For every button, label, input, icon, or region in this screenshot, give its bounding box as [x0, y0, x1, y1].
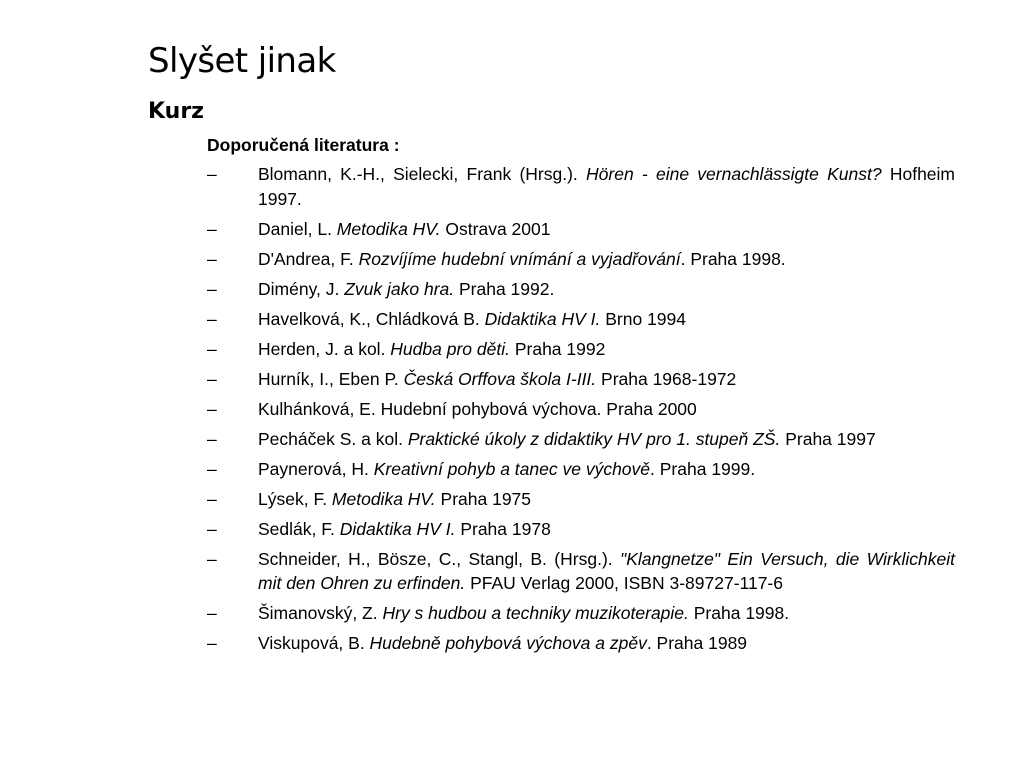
dash-bullet: – — [207, 164, 217, 184]
entry-text: Lýsek, F. — [258, 488, 332, 509]
entry-book-title: Hören - eine vernachlässigte Kunst? — [586, 164, 882, 184]
entry-text: Paynerová, H. — [258, 458, 374, 479]
literature-entry — [207, 217, 955, 242]
entry-book-title: Kreativní pohyb a tanec ve výchově — [373, 458, 651, 479]
literature-entry — [207, 277, 955, 302]
entry-text: Kulhánková, E. Hudební pohybová výchova. Praha 2000 — [258, 398, 697, 419]
entry-text: Viskupová, B. — [258, 633, 370, 653]
entry-book-title: Metodika HV. — [336, 218, 441, 239]
slide-title: Slyšet jinak — [148, 41, 336, 81]
literature-entry — [207, 337, 955, 362]
entry-book-title: Zvuk jako hra. — [344, 278, 455, 299]
entry-publication: Praha 1998. — [688, 603, 790, 623]
literature-entry — [207, 601, 955, 626]
entry-publication: Brno 1994 — [600, 308, 686, 329]
entry-book-title: Metodika HV. — [331, 488, 436, 509]
entry-publication: Praha 1978 — [455, 518, 551, 539]
dash-bullet: – — [207, 248, 217, 269]
slide-subtitle: Kurz — [148, 99, 204, 124]
entry-book-title: Hry s hudbou a techniky muzikoterapie. — [382, 603, 689, 623]
entry-book-title: Česká Orffova škola I-III. — [403, 368, 597, 389]
entry-book-title: Praktické úkoly z didaktiky HV pro 1. stupeň ZŠ. — [407, 428, 781, 449]
entry-text: Blomann, K.-H., Sielecki, Frank (Hrsg.). — [258, 164, 587, 184]
dash-bullet: – — [207, 518, 217, 539]
literature-entry — [207, 367, 955, 392]
entry-text: Herden, J. a kol. — [258, 338, 391, 359]
dash-bullet: – — [207, 308, 217, 329]
entry-text: Šimanovský, Z. — [258, 603, 383, 623]
dash-bullet: – — [207, 278, 217, 299]
section-heading: Doporučená literatura : — [207, 135, 400, 155]
entry-publication: . Praha 1989 — [646, 633, 748, 653]
entry-text: Sedlák, F. — [258, 518, 340, 539]
literature-entry — [207, 307, 955, 332]
entry-book-title: Didaktika HV I. — [339, 518, 456, 539]
dash-bullet: – — [207, 338, 217, 359]
entry-publication: Praha 1968-1972 — [596, 368, 737, 389]
entry-publication: . Praha 1998. — [680, 248, 786, 269]
dash-bullet: – — [207, 398, 217, 419]
entry-publication: Praha 1992 — [509, 338, 606, 359]
entry-publication: Ostrava 2001 — [440, 218, 551, 239]
dash-bullet: – — [207, 633, 217, 653]
entry-book-title: Rozvíjíme hudební vnímání a vyjadřování — [358, 248, 681, 269]
literature-entry — [207, 397, 955, 422]
entry-text: Dimény, J. — [258, 278, 345, 299]
literature-entry — [207, 517, 955, 542]
dash-bullet: – — [207, 458, 217, 479]
literature-entry — [207, 631, 955, 656]
entry-publication: . Praha 1999. — [650, 458, 756, 479]
entry-publication: Praha 1992. — [454, 278, 555, 299]
entry-book-title: "Klangnetze" Ein Versuch, die Wirklichkeit mit den Ohren zu erfinden. — [258, 548, 955, 593]
dash-bullet: – — [207, 488, 217, 509]
entry-text: Hurník, I., Eben P. — [258, 368, 404, 389]
entry-publication: PFAU Verlag 2000, ISBN 3-89727-117-6 — [465, 573, 783, 593]
dash-bullet: – — [207, 603, 217, 623]
entry-text: Daniel, L. — [258, 218, 337, 239]
literature-list — [207, 162, 955, 661]
literature-entry — [207, 487, 955, 512]
entry-publication: Praha 1997 — [780, 428, 876, 449]
literature-entry — [207, 547, 955, 596]
dash-bullet: – — [207, 548, 217, 569]
literature-entry — [207, 247, 955, 272]
entry-publication: Hofheim 1997. — [258, 164, 956, 209]
literature-entry — [207, 427, 955, 452]
entry-text: D'Andrea, F. — [258, 248, 359, 269]
dash-bullet: – — [207, 428, 217, 449]
dash-bullet: – — [207, 368, 217, 389]
entry-book-title: Hudebně pohybová výchova a zpěv — [369, 633, 647, 653]
entry-text: Pecháček S. a kol. — [258, 428, 408, 449]
entry-publication: Praha 1975 — [435, 488, 532, 509]
dash-bullet: – — [207, 218, 217, 239]
entry-book-title: Didaktika HV I. — [484, 308, 601, 329]
literature-entry — [207, 162, 955, 211]
entry-text: Havelková, K., Chládková B. — [258, 308, 485, 329]
entry-text: Schneider, H., Bösze, C., Stangl, B. (Hrsg.). — [258, 548, 621, 569]
entry-book-title: Hudba pro děti. — [390, 338, 510, 359]
literature-entry — [207, 457, 955, 482]
